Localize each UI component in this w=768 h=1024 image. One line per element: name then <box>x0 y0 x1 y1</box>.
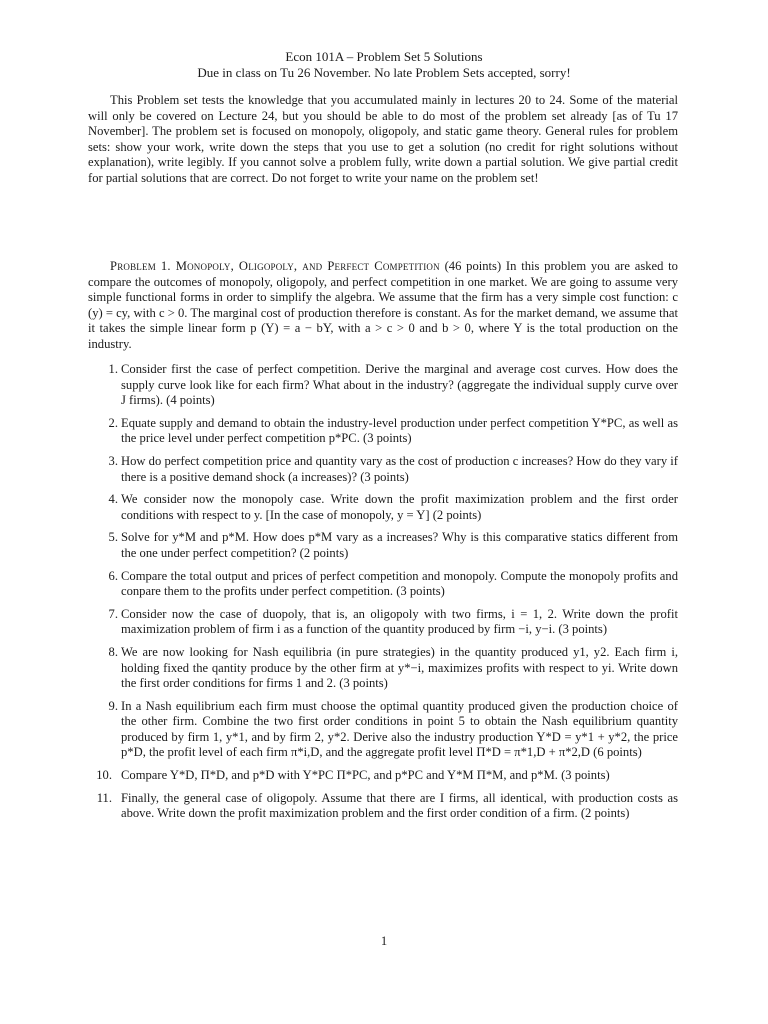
list-item: 1. Consider first the case of perfect competition. Derive the marginal and average cost curves. How does the supply curve look like for each firm? What about in the industry? (aggregate the individual supply curve over J firms). (4 points) <box>108 362 678 408</box>
problem-1-statement <box>88 259 678 353</box>
list-item: 10. Compare Y*D, Π*D, and p*D with Y*PC Π*PC, and p*PC and Y*M Π*M, and p*M. (3 points) <box>96 768 610 783</box>
list-item: 9. In a Nash equilibrium each firm must choose the optimal quantity produced given the production choice of the other firm. Combine the two first order conditions in point 5 to obtain the Nash equilibrium quantity produced by firm 1, y*1, and by firm 2, y*2. Derive also the industry production Y*D = y*1 + y*2, the price p*D, the profit level of each firm π*i,D, and the aggregate profit level Π*D = π*1,D + π*2,D (6 points) <box>108 698 678 760</box>
problem-1-title: Problem 1. Monopoly, Oligopoly, and Perfect Competition <box>110 259 440 273</box>
header <box>0 49 768 81</box>
question-list <box>96 362 678 829</box>
list-item: 5. Solve for y*M and p*M. How does p*M vary as a increases? Why is this comparative statics different from the one under perfect competition? (2 points) <box>108 530 678 560</box>
intro-paragraph: This Problem set tests the knowledge that you accumulated mainly in lectures 20 to 24. Some of the material will only be covered on Lecture 24, but you should be able to do most of the problem set already [as of Tu 17 November]. The problem set is focused on monopoly, oligopoly, and static game theory. General rules for problem sets: show your work, write down the steps that you use to get a solution (no credit for right solutions without explanation), write legibly. If you cannot solve a problem fully, write down a partial solution. We give partial credit for partial solutions that are correct. Do not forget to write your name on the problem set! <box>88 93 678 185</box>
list-item: 8. We are now looking for Nash equilibria (in pure strategies) in the quantity produced y1, y2. Each firm i, holding fixed the qantity produce by the other firm at y*−i, maximizes profits with respect to yi. Write down the first order conditions for firms 1 and 2. (3 points) <box>108 644 678 691</box>
problem-1-text: (46 points) In this problem you are asked to compare the outcomes of monopoly, oligopoly, and perfect competition in one market. We are going to assume very simple functional forms in order to simplify the algebra. We assume that the firm has a very simple cost function: c (y) = cy, with c > 0. The marginal cost of production therefore is constant. As for the market demand, we assume that it takes the simple linear form p (Y) = a − bY, with a > c > 0 and b > 0, where Y is the total production on the industry. <box>88 259 678 351</box>
page-number: 1 <box>380 934 388 948</box>
due-date-line: Due in class on Tu 26 November. No late Problem Sets accepted, sorry! <box>197 65 571 80</box>
list-item: 3. How do perfect competition price and quantity vary as the cost of production c increases? How do they vary if there is a positive demand shock (a increases)? (3 points) <box>108 453 678 484</box>
list-item: 11. Finally, the general case of oligopoly. Assume that there are I firms, all identical, with production costs as above. Write down the profit maximization problem and the first order condition of a firm. (2 points) <box>96 790 678 821</box>
list-item: 6. Compare the total output and prices of perfect competition and monopoly. Compute the monopoly profits and conpare them to the profits under perfect competition. (3 points) <box>108 568 678 599</box>
list-item: 7. Consider now the case of duopoly, that is, an oligopoly with two firms, i = 1, 2. Write down the profit maximization problem of firm i as a function of the quantity produced by firm −i, y−i. (3 points) <box>108 606 678 637</box>
list-item: 2. Equate supply and demand to obtain the industry-level production under perfect competition Y*PC, as well as the price level under perfect competition p*PC. (3 points) <box>108 415 678 446</box>
list-item: 4. We consider now the monopoly case. Write down the profit maximization problem and the first order conditions with respect to y. [In the case of monopoly, y = Y] (2 points) <box>108 492 678 522</box>
document-title: Econ 101A – Problem Set 5 Solutions <box>285 49 483 64</box>
